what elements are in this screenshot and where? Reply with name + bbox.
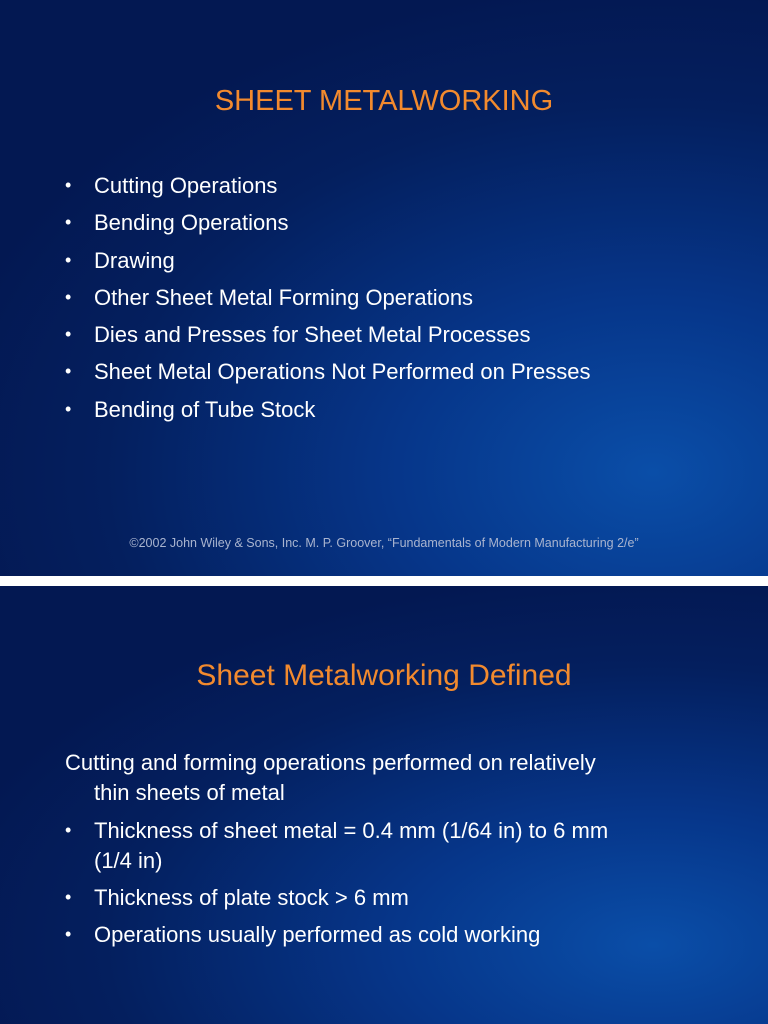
bullet-dot: •: [65, 361, 72, 382]
list-item-text: Bending Operations: [94, 210, 289, 236]
list-item-text: Dies and Presses for Sheet Metal Processes: [94, 322, 531, 348]
list-item-text: Drawing: [94, 247, 175, 273]
intro-paragraph: [65, 748, 715, 808]
list-item: [65, 320, 590, 350]
bullet-dot: •: [65, 212, 72, 233]
bullet-dot: •: [65, 286, 72, 307]
list-item-text: Sheet Metal Operations Not Performed on Presses: [94, 359, 591, 385]
copyright-footer: ©2002 John Wiley & Sons, Inc. M. P. Groover, “Fundamentals of Modern Manufacturing 2/e”: [129, 536, 639, 550]
list-item: [65, 171, 590, 201]
bullet-dot: •: [65, 324, 72, 345]
list-item-text: Thickness of plate stock > 6 mm: [94, 885, 409, 910]
bullet-dot: •: [65, 398, 72, 419]
slide-title: Sheet Metalworking Defined: [196, 659, 572, 692]
slide-sheet-metalworking-defined: [0, 586, 768, 1024]
slide-title: SHEET METALWORKING: [214, 85, 554, 117]
list-item: [65, 920, 734, 950]
bullet-dot: •: [65, 249, 72, 270]
list-item-text: Bending of Tube Stock: [94, 396, 316, 422]
bullet-dot: •: [65, 887, 72, 907]
list-item: [65, 816, 734, 876]
list-item: [65, 283, 590, 313]
intro-line-continued: thin sheets of metal: [94, 780, 285, 805]
list-item-text: Operations usually performed as cold working: [94, 922, 541, 947]
list-item: [65, 357, 590, 387]
list-item-text: Other Sheet Metal Forming Operations: [94, 284, 474, 310]
bullet-list: [65, 171, 590, 432]
list-item: [65, 208, 590, 238]
intro-line: Cutting and forming operations performed on relatively: [65, 750, 596, 775]
bullet-dot: •: [65, 175, 72, 195]
list-item-text: Thickness of sheet metal = 0.4 mm (1/64 in) to 6 mm: [94, 818, 609, 843]
bullet-dot: •: [65, 820, 72, 840]
list-item: [65, 395, 590, 425]
bullet-list: [65, 816, 734, 957]
list-item-text: Cutting Operations: [94, 173, 278, 198]
list-item: [65, 883, 734, 913]
list-item-text-continued: (1/4 in): [94, 848, 163, 873]
list-item: [65, 246, 590, 276]
bullet-dot: •: [65, 924, 72, 944]
